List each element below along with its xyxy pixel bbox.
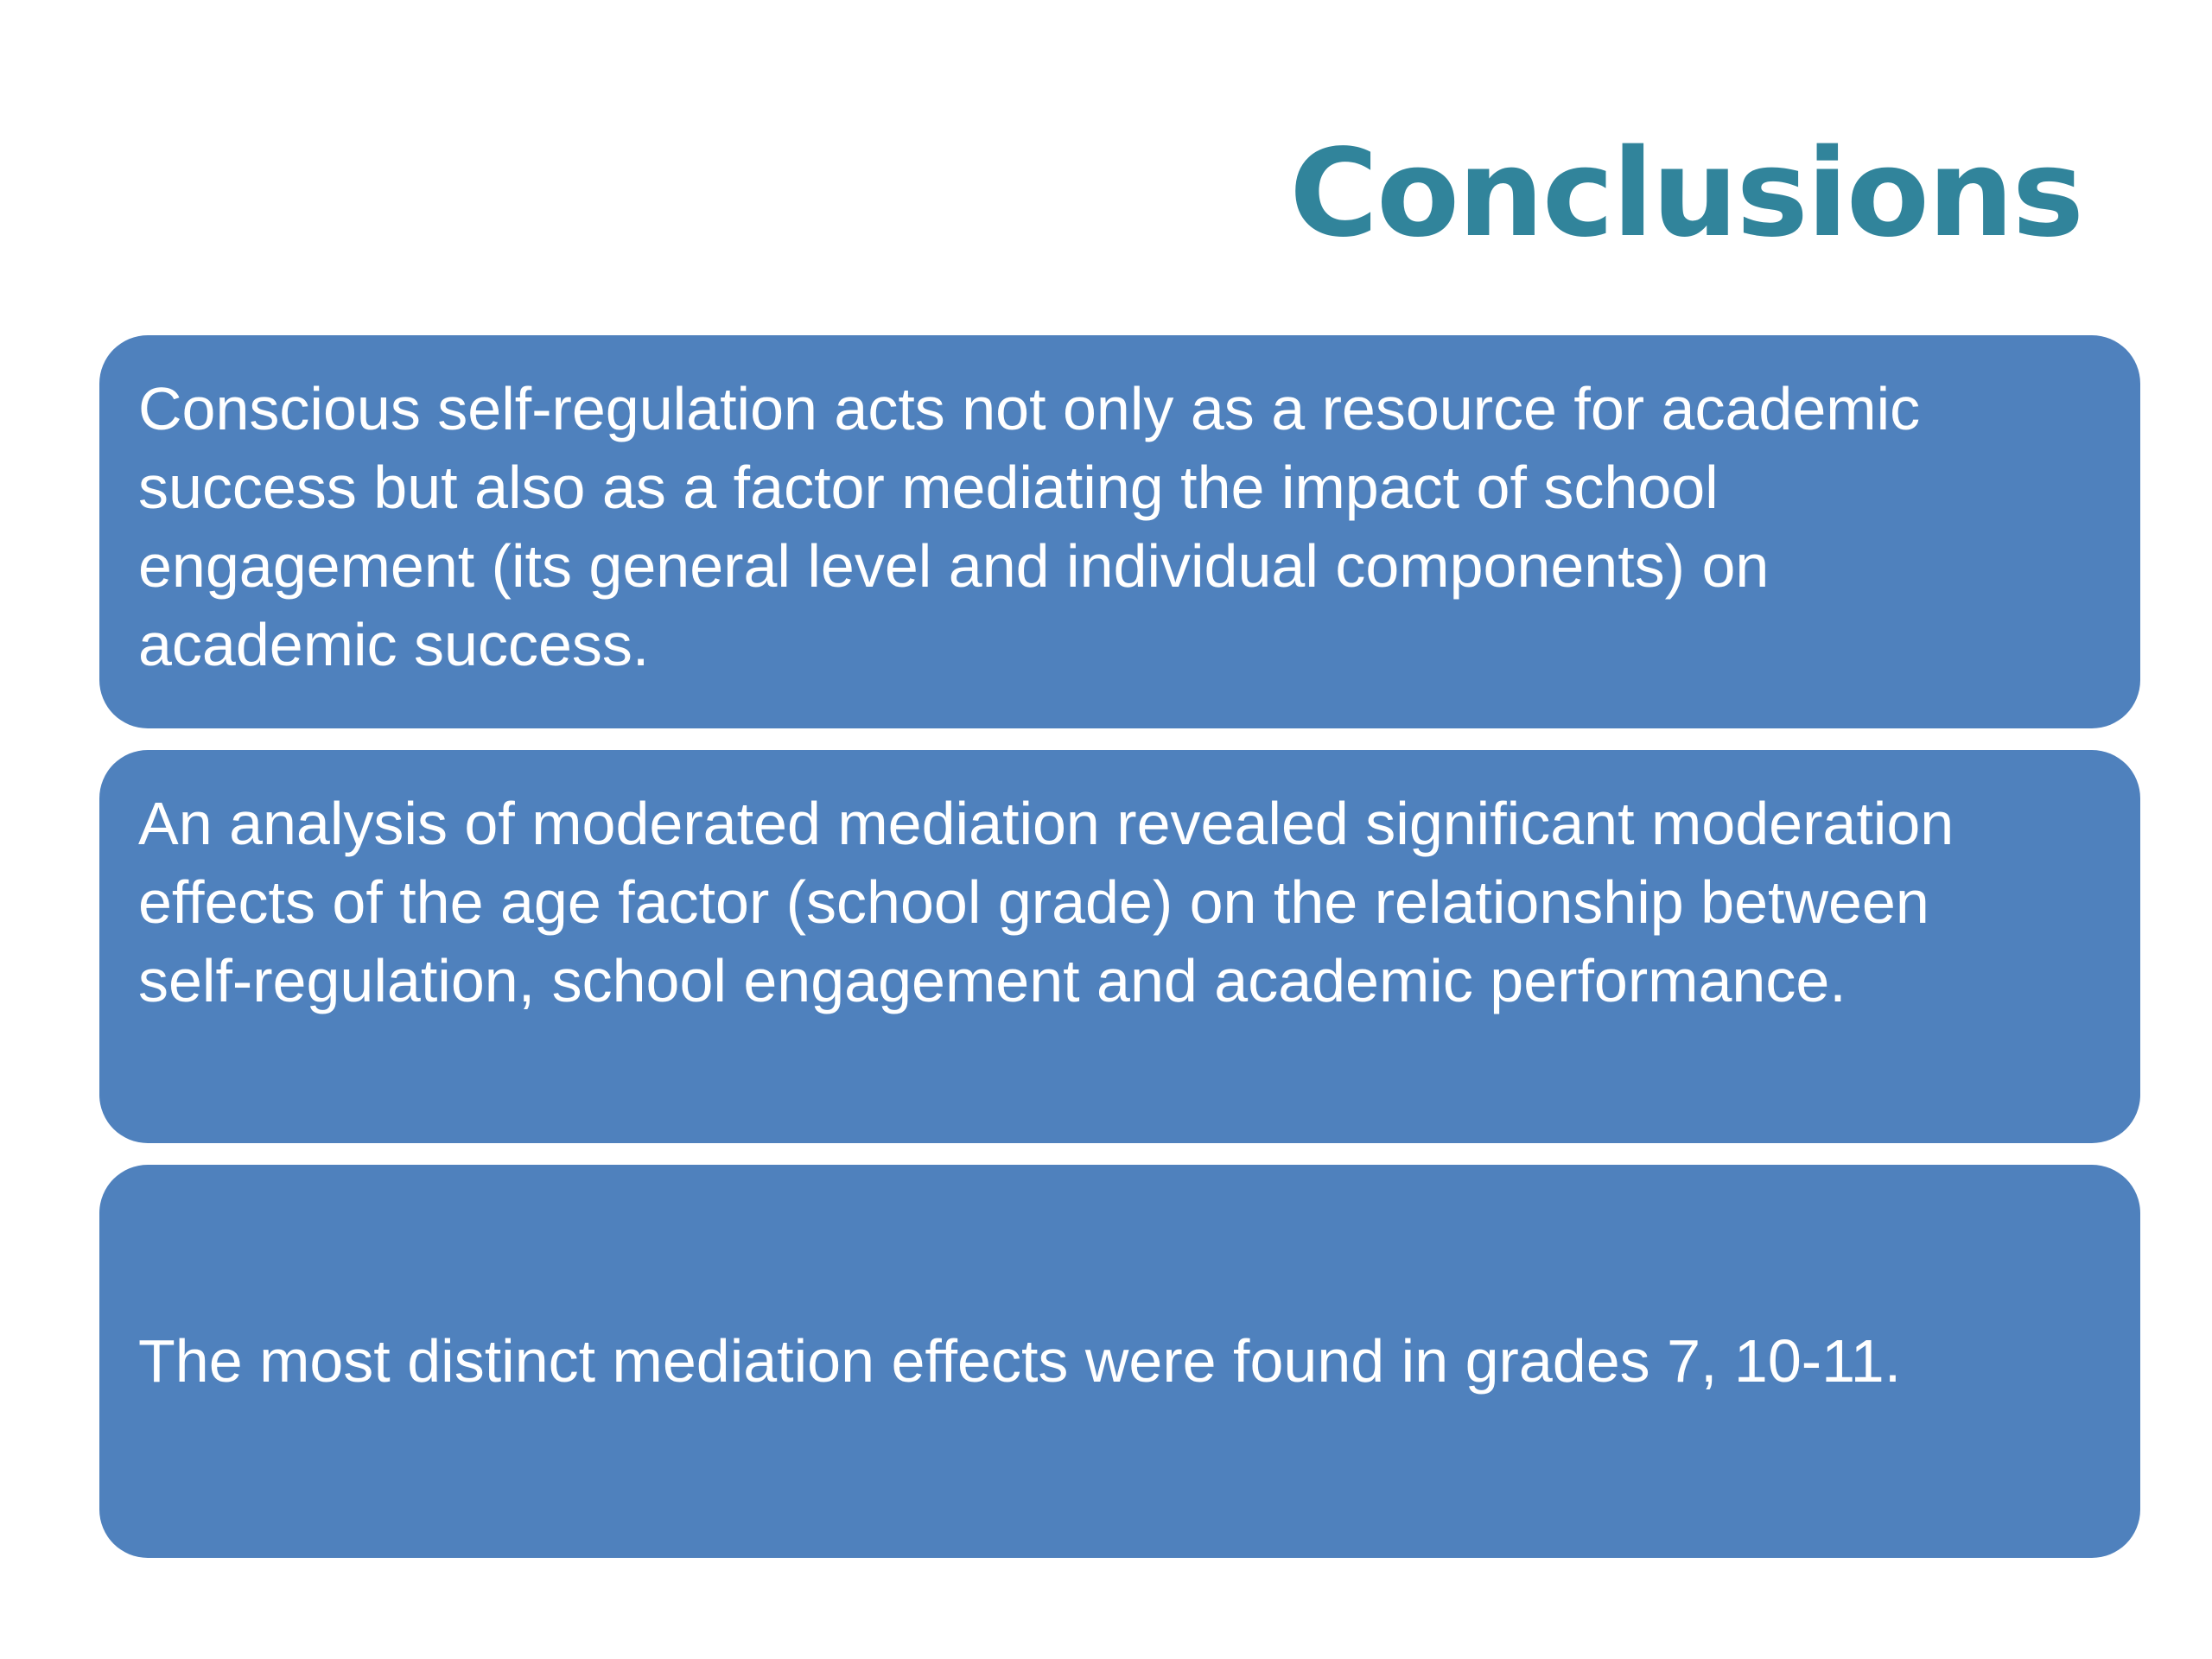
conclusion-text-1: Conscious self-regulation acts not only as a resource for academic success but also as a factor mediating the impact of school engagement (its general level and individual components) on academic success. <box>138 375 1921 678</box>
conclusion-text-2: An analysis of moderated mediation revealed significant moderation effects of the age factor (school grade) on the relationship between self-regulation, school engagement and academic performance. <box>138 790 1955 1014</box>
conclusion-box-1 <box>99 335 2140 728</box>
conclusion-text-3: The most distinct mediation effects were found in grades 7, 10-11. <box>138 1327 1902 1395</box>
slide-title: Conclusions <box>1289 124 2082 264</box>
conclusion-box-3 <box>99 1165 2140 1558</box>
conclusion-box-2 <box>99 750 2140 1143</box>
